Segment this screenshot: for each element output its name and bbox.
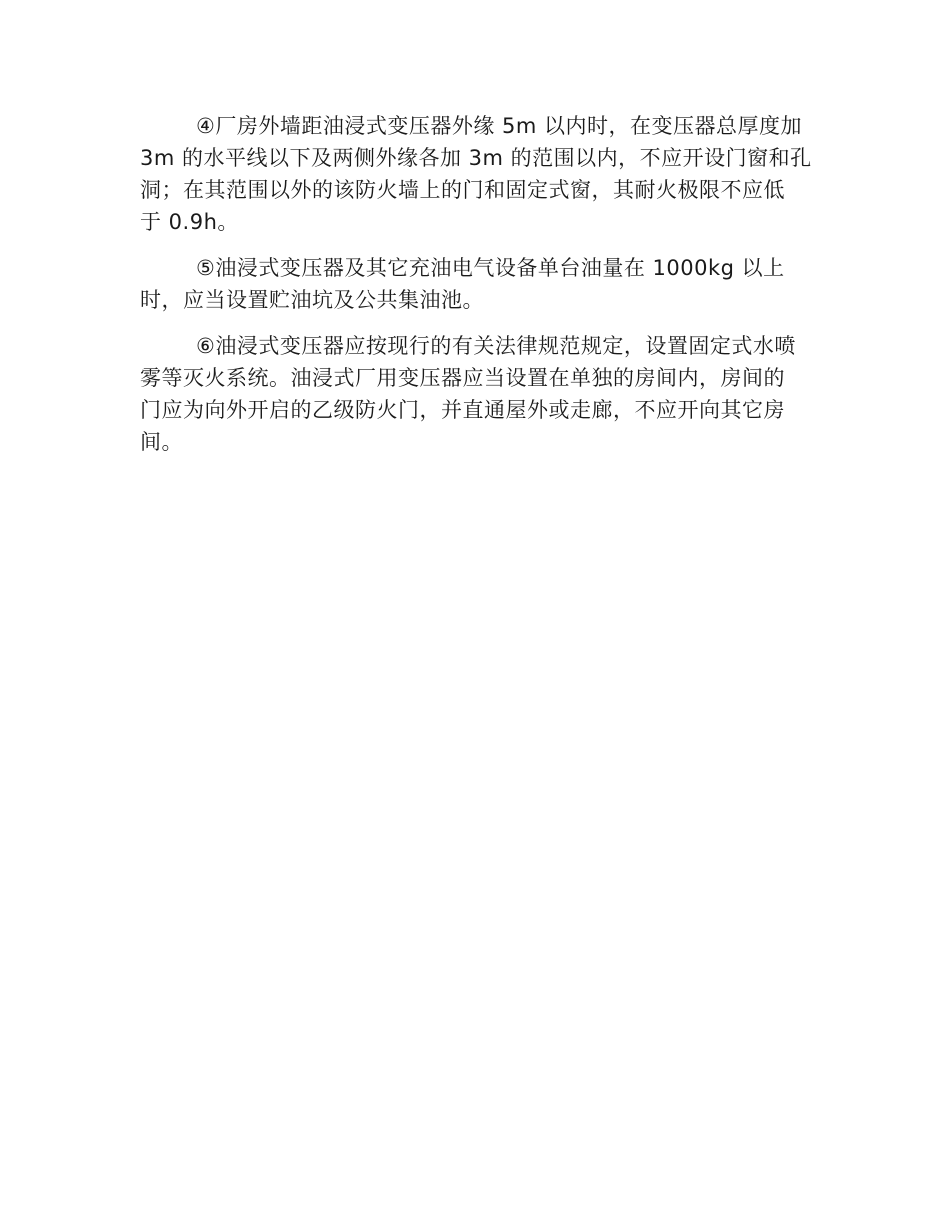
paragraph-line: ⑤油浸式变压器及其它充油电气设备单台油量在 1000kg 以上: [196, 256, 785, 280]
paragraph-line: 雾等灭火系统。油浸式厂用变压器应当设置在单独的房间内，房间的: [140, 366, 785, 390]
paragraph-line: 于 0.9h。: [140, 210, 239, 234]
paragraph-line: 3m 的水平线以下及两侧外缘各加 3m 的范围以内，不应开设门窗和孔: [140, 146, 812, 170]
paragraph-5: [140, 252, 810, 316]
paragraph-line: ④厂房外墙距油浸式变压器外缘 5m 以内时，在变压器总厚度加: [196, 114, 802, 138]
paragraph-line: 洞；在其范围以外的该防火墙上的门和固定式窗，其耐火极限不应低: [140, 178, 785, 202]
paragraph-4: [140, 110, 810, 238]
document-body: [140, 110, 810, 472]
paragraph-line: ⑥油浸式变压器应按现行的有关法律规范规定，设置固定式水喷: [196, 334, 796, 358]
paragraph-line: 间。: [140, 430, 183, 454]
paragraph-line: 门应为向外开启的乙级防火门，并直通屋外或走廊，不应开向其它房: [140, 398, 785, 422]
paragraph-6: [140, 330, 810, 458]
paragraph-line: 时，应当设置贮油坑及公共集油池。: [140, 288, 484, 312]
